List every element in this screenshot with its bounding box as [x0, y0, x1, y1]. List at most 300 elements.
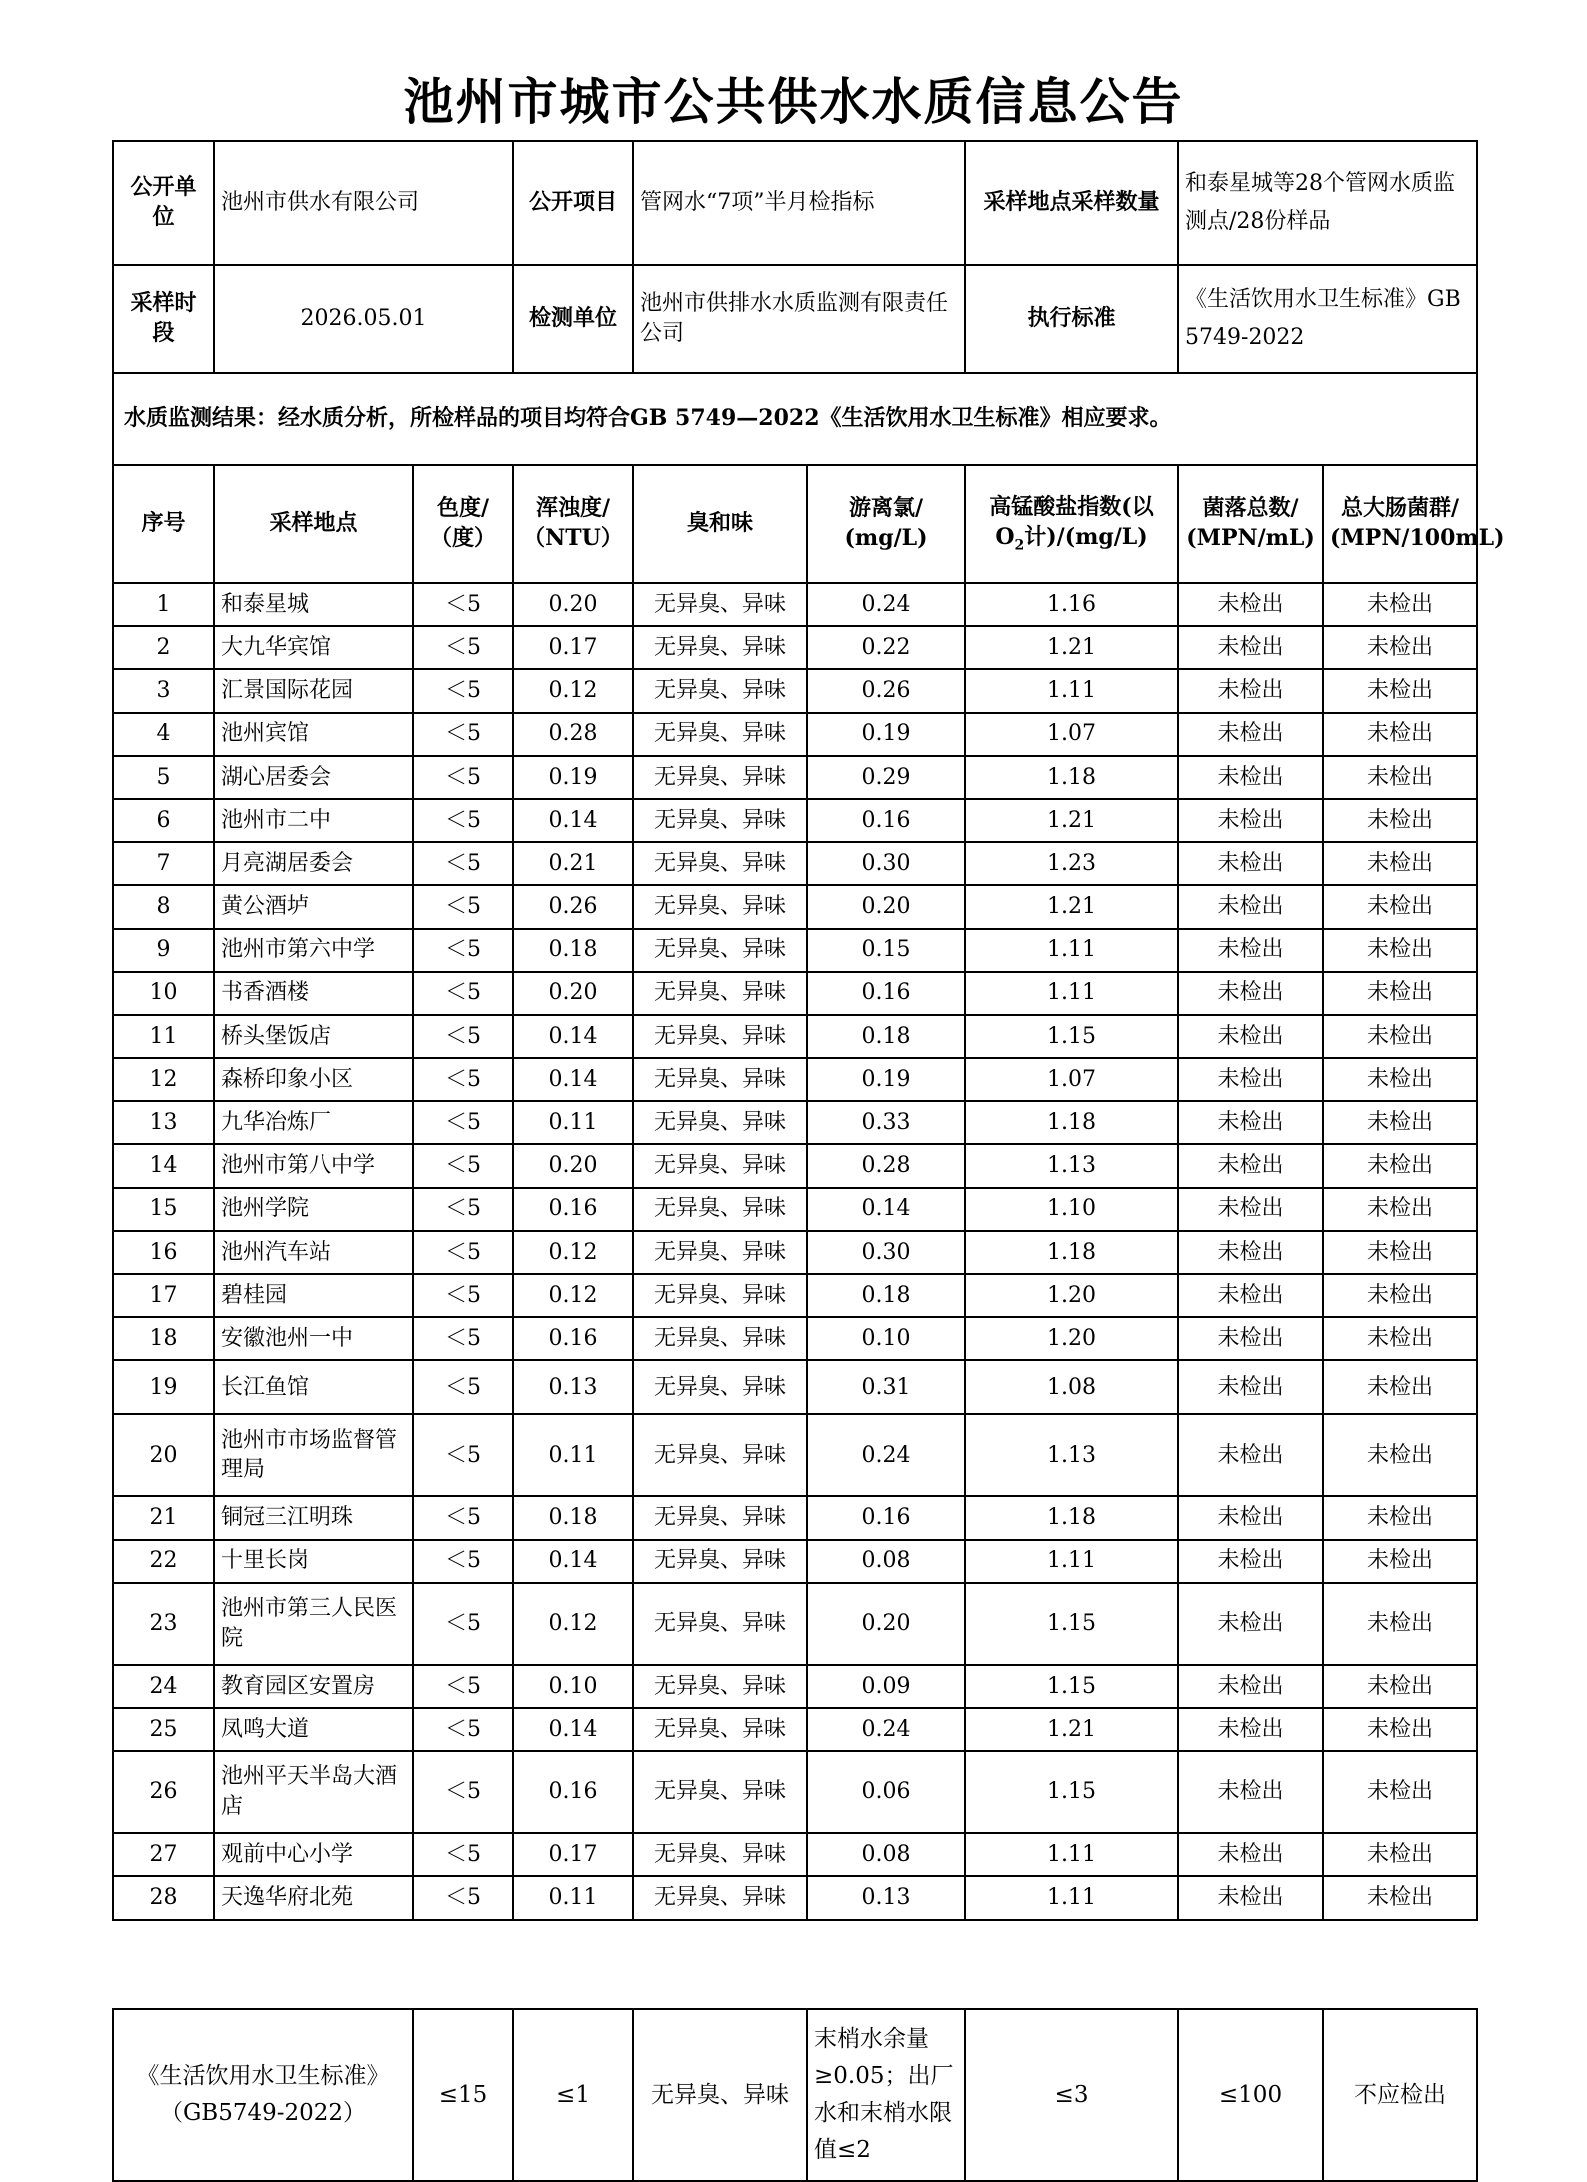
cell-turbidity: 0.16	[513, 1188, 633, 1231]
cell-kmno4: 1.18	[965, 1496, 1178, 1539]
cell-site: 九华冶炼厂	[214, 1101, 413, 1144]
cell-no: 12	[113, 1058, 214, 1101]
cell-turbidity: 0.20	[513, 583, 633, 626]
cell-color: ＜5	[413, 1144, 513, 1187]
cell-chlorine: 0.24	[807, 583, 965, 626]
cell-no: 4	[113, 713, 214, 756]
cell-coliform: 未检出	[1323, 626, 1477, 669]
col-header-chlorine: 游离氯/ (mg/L)	[807, 465, 965, 583]
cell-chlorine: 0.08	[807, 1833, 965, 1876]
cell-no: 21	[113, 1496, 214, 1539]
cell-kmno4: 1.08	[965, 1360, 1178, 1414]
cell-turbidity: 0.17	[513, 1833, 633, 1876]
cell-turbidity: 0.16	[513, 1317, 633, 1360]
cell-color: ＜5	[413, 1665, 513, 1708]
cell-no: 10	[113, 972, 214, 1015]
standard-label: 执行标准	[965, 265, 1178, 373]
cell-colony: 未检出	[1178, 1144, 1323, 1187]
cell-coliform: 未检出	[1323, 1540, 1477, 1583]
cell-color: ＜5	[413, 929, 513, 972]
col-header-coliform: 总大肠菌群/ (MPN/100mL)	[1323, 465, 1477, 583]
cell-site: 凤鸣大道	[214, 1708, 413, 1751]
cell-colony: 未检出	[1178, 1274, 1323, 1317]
publish-item-value: 管网水“7项”半月检指标	[633, 141, 965, 265]
cell-odor: 无异臭、异味	[633, 1414, 807, 1496]
cell-coliform: 未检出	[1323, 1708, 1477, 1751]
cell-kmno4: 1.20	[965, 1317, 1178, 1360]
cell-colony: 未检出	[1178, 1751, 1323, 1833]
cell-no: 26	[113, 1751, 214, 1833]
cell-no: 15	[113, 1188, 214, 1231]
cell-kmno4: 1.15	[965, 1583, 1178, 1665]
cell-color: ＜5	[413, 1876, 513, 1919]
cell-kmno4: 1.11	[965, 972, 1178, 1015]
cell-site: 池州宾馆	[214, 713, 413, 756]
cell-colony: 未检出	[1178, 1058, 1323, 1101]
cell-colony: 未检出	[1178, 1231, 1323, 1274]
cell-site: 池州市市场监督管理局	[214, 1414, 413, 1496]
cell-coliform: 未检出	[1323, 972, 1477, 1015]
cell-turbidity: 0.18	[513, 929, 633, 972]
table-row	[113, 1188, 1477, 1231]
cell-odor: 无异臭、异味	[633, 1274, 807, 1317]
cell-odor: 无异臭、异味	[633, 1231, 807, 1274]
cell-color: ＜5	[413, 842, 513, 885]
cell-site: 森桥印象小区	[214, 1058, 413, 1101]
table-row	[113, 1876, 1477, 1919]
cell-chlorine: 0.16	[807, 972, 965, 1015]
cell-turbidity: 0.13	[513, 1360, 633, 1414]
cell-color: ＜5	[413, 799, 513, 842]
cell-chlorine: 0.16	[807, 1496, 965, 1539]
cell-coliform: 未检出	[1323, 1414, 1477, 1496]
cell-kmno4: 1.18	[965, 756, 1178, 799]
cell-color: ＜5	[413, 1188, 513, 1231]
cell-turbidity: 0.14	[513, 799, 633, 842]
cell-color: ＜5	[413, 972, 513, 1015]
cell-chlorine: 0.26	[807, 669, 965, 712]
cell-coliform: 未检出	[1323, 669, 1477, 712]
cell-no: 5	[113, 756, 214, 799]
cell-color: ＜5	[413, 626, 513, 669]
cell-kmno4: 1.11	[965, 1833, 1178, 1876]
col-header-no: 序号	[113, 465, 214, 583]
col-header-colony: 菌落总数/ (MPN/mL)	[1178, 465, 1323, 583]
cell-color: ＜5	[413, 1708, 513, 1751]
column-header-row	[113, 465, 1477, 583]
cell-odor: 无异臭、异味	[633, 1665, 807, 1708]
sample-site-value: 和泰星城等28个管网水质监测点/28份样品	[1178, 141, 1477, 265]
cell-colony: 未检出	[1178, 885, 1323, 928]
cell-turbidity: 0.12	[513, 669, 633, 712]
cell-turbidity: 0.12	[513, 1583, 633, 1665]
cell-chlorine: 0.20	[807, 885, 965, 928]
col-header-turbidity: 浑浊度/ （NTU）	[513, 465, 633, 583]
table-row	[113, 713, 1477, 756]
cell-no: 8	[113, 885, 214, 928]
period-value: 2026.05.01	[214, 265, 513, 373]
cell-no: 11	[113, 1015, 214, 1058]
standard-value: 《生活饮用水卫生标准》GB 5749-2022	[1178, 265, 1477, 373]
cell-turbidity: 0.21	[513, 842, 633, 885]
cell-odor: 无异臭、异味	[633, 799, 807, 842]
col-header-kmno4: 高锰酸盐指数(以 $O_2$计)/(mg/L)	[965, 465, 1178, 583]
cell-kmno4: 1.21	[965, 626, 1178, 669]
cell-chlorine: 0.22	[807, 626, 965, 669]
cell-kmno4: 1.11	[965, 1876, 1178, 1919]
cell-coliform: 未检出	[1323, 1360, 1477, 1414]
cell-site: 黄公酒垆	[214, 885, 413, 928]
water-quality-table	[112, 140, 1505, 1921]
cell-kmno4: 1.11	[965, 669, 1178, 712]
table-row	[113, 583, 1477, 626]
standard-coliform: 不应检出	[1323, 2009, 1477, 2181]
standard-odor: 无异臭、异味	[633, 2009, 807, 2181]
cell-color: ＜5	[413, 1414, 513, 1496]
cell-chlorine: 0.30	[807, 842, 965, 885]
cell-odor: 无异臭、异味	[633, 1317, 807, 1360]
cell-color: ＜5	[413, 1360, 513, 1414]
col-header-odor: 臭和味	[633, 465, 807, 583]
cell-no: 14	[113, 1144, 214, 1187]
cell-site: 长江鱼馆	[214, 1360, 413, 1414]
table-row	[113, 1360, 1477, 1414]
standard-name: 《生活饮用水卫生标准》 （GB5749-2022）	[113, 2009, 413, 2181]
cell-no: 19	[113, 1360, 214, 1414]
cell-turbidity: 0.12	[513, 1231, 633, 1274]
cell-coliform: 未检出	[1323, 885, 1477, 928]
table-row	[113, 1101, 1477, 1144]
cell-site: 池州学院	[214, 1188, 413, 1231]
cell-site: 观前中心小学	[214, 1833, 413, 1876]
cell-color: ＜5	[413, 1496, 513, 1539]
cell-site: 湖心居委会	[214, 756, 413, 799]
cell-chlorine: 0.19	[807, 1058, 965, 1101]
cell-site: 池州市第三人民医院	[214, 1583, 413, 1665]
cell-no: 13	[113, 1101, 214, 1144]
table-row	[113, 756, 1477, 799]
table-row	[113, 972, 1477, 1015]
cell-colony: 未检出	[1178, 669, 1323, 712]
cell-odor: 无异臭、异味	[633, 1583, 807, 1665]
standard-chlorine: 末梢水余量≥0.05；出厂水和末梢水限值≤2	[807, 2009, 965, 2181]
cell-chlorine: 0.18	[807, 1015, 965, 1058]
cell-turbidity: 0.18	[513, 1496, 633, 1539]
period-label: 采样时段	[113, 265, 214, 373]
cell-color: ＜5	[413, 1317, 513, 1360]
cell-color: ＜5	[413, 583, 513, 626]
cell-site: 教育园区安置房	[214, 1665, 413, 1708]
cell-site: 月亮湖居委会	[214, 842, 413, 885]
cell-colony: 未检出	[1178, 1876, 1323, 1919]
cell-odor: 无异臭、异味	[633, 626, 807, 669]
cell-chlorine: 0.18	[807, 1274, 965, 1317]
cell-kmno4: 1.15	[965, 1751, 1178, 1833]
cell-color: ＜5	[413, 669, 513, 712]
cell-coliform: 未检出	[1323, 1876, 1477, 1919]
cell-site: 桥头堡饭店	[214, 1015, 413, 1058]
cell-colony: 未检出	[1178, 1665, 1323, 1708]
cell-odor: 无异臭、异味	[633, 1058, 807, 1101]
cell-site: 书香酒楼	[214, 972, 413, 1015]
cell-colony: 未检出	[1178, 842, 1323, 885]
standard-color: ≤15	[413, 2009, 513, 2181]
cell-kmno4: 1.10	[965, 1188, 1178, 1231]
monitoring-result: 水质监测结果：经水质分析，所检样品的项目均符合GB 5749—2022《生活饮用水卫生标准》相应要求。	[113, 373, 1477, 465]
cell-coliform: 未检出	[1323, 799, 1477, 842]
cell-colony: 未检出	[1178, 1101, 1323, 1144]
cell-colony: 未检出	[1178, 1833, 1323, 1876]
cell-no: 7	[113, 842, 214, 885]
cell-turbidity: 0.14	[513, 1015, 633, 1058]
cell-odor: 无异臭、异味	[633, 929, 807, 972]
cell-chlorine: 0.33	[807, 1101, 965, 1144]
cell-colony: 未检出	[1178, 583, 1323, 626]
cell-kmno4: 1.23	[965, 842, 1178, 885]
table-row	[113, 1583, 1477, 1665]
standard-colony: ≤100	[1178, 2009, 1323, 2181]
cell-no: 3	[113, 669, 214, 712]
result-row	[113, 373, 1477, 465]
table-row	[113, 799, 1477, 842]
table-row	[113, 1665, 1477, 1708]
table-row	[113, 626, 1477, 669]
cell-chlorine: 0.15	[807, 929, 965, 972]
cell-coliform: 未检出	[1323, 583, 1477, 626]
cell-odor: 无异臭、异味	[633, 1496, 807, 1539]
cell-no: 17	[113, 1274, 214, 1317]
table-row	[113, 1540, 1477, 1583]
standard-turbidity: ≤1	[513, 2009, 633, 2181]
cell-site: 十里长岗	[214, 1540, 413, 1583]
table-row	[113, 1708, 1477, 1751]
cell-kmno4: 1.07	[965, 713, 1178, 756]
cell-turbidity: 0.20	[513, 1144, 633, 1187]
cell-colony: 未检出	[1178, 929, 1323, 972]
cell-no: 27	[113, 1833, 214, 1876]
cell-no: 22	[113, 1540, 214, 1583]
publish-item-label: 公开项目	[513, 141, 633, 265]
cell-chlorine: 0.06	[807, 1751, 965, 1833]
cell-no: 25	[113, 1708, 214, 1751]
cell-coliform: 未检出	[1323, 1751, 1477, 1833]
cell-colony: 未检出	[1178, 1188, 1323, 1231]
cell-chlorine: 0.09	[807, 1665, 965, 1708]
cell-color: ＜5	[413, 1015, 513, 1058]
cell-odor: 无异臭、异味	[633, 1708, 807, 1751]
cell-no: 9	[113, 929, 214, 972]
cell-site: 碧桂园	[214, 1274, 413, 1317]
cell-turbidity: 0.14	[513, 1058, 633, 1101]
cell-odor: 无异臭、异味	[633, 1188, 807, 1231]
cell-turbidity: 0.10	[513, 1665, 633, 1708]
cell-colony: 未检出	[1178, 713, 1323, 756]
cell-color: ＜5	[413, 1058, 513, 1101]
cell-kmno4: 1.20	[965, 1274, 1178, 1317]
cell-colony: 未检出	[1178, 1360, 1323, 1414]
cell-colony: 未检出	[1178, 799, 1323, 842]
cell-kmno4: 1.15	[965, 1665, 1178, 1708]
cell-site: 天逸华府北苑	[214, 1876, 413, 1919]
cell-coliform: 未检出	[1323, 842, 1477, 885]
cell-site: 安徽池州一中	[214, 1317, 413, 1360]
cell-coliform: 未检出	[1323, 1188, 1477, 1231]
cell-odor: 无异臭、异味	[633, 1833, 807, 1876]
test-unit-label: 检测单位	[513, 265, 633, 373]
cell-kmno4: 1.16	[965, 583, 1178, 626]
cell-site: 池州平天半岛大酒店	[214, 1751, 413, 1833]
cell-coliform: 未检出	[1323, 1665, 1477, 1708]
cell-chlorine: 0.10	[807, 1317, 965, 1360]
table-row	[113, 1144, 1477, 1187]
data-rows	[113, 583, 1477, 1920]
cell-color: ＜5	[413, 1833, 513, 1876]
cell-colony: 未检出	[1178, 626, 1323, 669]
cell-odor: 无异臭、异味	[633, 972, 807, 1015]
cell-coliform: 未检出	[1323, 1496, 1477, 1539]
cell-color: ＜5	[413, 885, 513, 928]
table-row	[113, 842, 1477, 885]
cell-colony: 未检出	[1178, 756, 1323, 799]
cell-colony: 未检出	[1178, 1708, 1323, 1751]
cell-odor: 无异臭、异味	[633, 713, 807, 756]
cell-chlorine: 0.13	[807, 1876, 965, 1919]
table-row	[113, 669, 1477, 712]
cell-no: 2	[113, 626, 214, 669]
cell-turbidity: 0.11	[513, 1414, 633, 1496]
cell-odor: 无异臭、异味	[633, 1751, 807, 1833]
cell-coliform: 未检出	[1323, 756, 1477, 799]
cell-coliform: 未检出	[1323, 1144, 1477, 1187]
info-row-2	[113, 265, 1477, 373]
cell-odor: 无异臭、异味	[633, 1540, 807, 1583]
table-row	[113, 1231, 1477, 1274]
cell-chlorine: 0.20	[807, 1583, 965, 1665]
cell-kmno4: 1.11	[965, 1540, 1178, 1583]
cell-turbidity: 0.28	[513, 713, 633, 756]
cell-kmno4: 1.07	[965, 1058, 1178, 1101]
cell-odor: 无异臭、异味	[633, 1360, 807, 1414]
cell-site: 池州市第八中学	[214, 1144, 413, 1187]
table-row	[113, 1496, 1477, 1539]
cell-coliform: 未检出	[1323, 1101, 1477, 1144]
cell-kmno4: 1.18	[965, 1101, 1178, 1144]
standard-table	[112, 2008, 1478, 2182]
cell-odor: 无异臭、异味	[633, 1876, 807, 1919]
info-row-1	[113, 141, 1477, 265]
cell-kmno4: 1.21	[965, 1708, 1178, 1751]
cell-chlorine: 0.14	[807, 1188, 965, 1231]
cell-site: 和泰星城	[214, 583, 413, 626]
cell-no: 28	[113, 1876, 214, 1919]
table-row	[113, 1015, 1477, 1058]
cell-turbidity: 0.14	[513, 1708, 633, 1751]
standard-row	[113, 2009, 1477, 2181]
cell-kmno4: 1.15	[965, 1015, 1178, 1058]
cell-turbidity: 0.19	[513, 756, 633, 799]
cell-coliform: 未检出	[1323, 1274, 1477, 1317]
cell-site: 池州市第六中学	[214, 929, 413, 972]
cell-color: ＜5	[413, 1274, 513, 1317]
cell-coliform: 未检出	[1323, 1317, 1477, 1360]
publish-unit-value: 池州市供水有限公司	[214, 141, 513, 265]
cell-odor: 无异臭、异味	[633, 885, 807, 928]
cell-odor: 无异臭、异味	[633, 1015, 807, 1058]
cell-kmno4: 1.21	[965, 799, 1178, 842]
cell-colony: 未检出	[1178, 1583, 1323, 1665]
cell-colony: 未检出	[1178, 1414, 1323, 1496]
cell-turbidity: 0.17	[513, 626, 633, 669]
cell-no: 23	[113, 1583, 214, 1665]
cell-site: 汇景国际花园	[214, 669, 413, 712]
cell-no: 1	[113, 583, 214, 626]
table-row	[113, 1274, 1477, 1317]
cell-coliform: 未检出	[1323, 1231, 1477, 1274]
publish-unit-label: 公开单位	[113, 141, 214, 265]
col-header-site: 采样地点	[214, 465, 413, 583]
cell-site: 池州汽车站	[214, 1231, 413, 1274]
cell-chlorine: 0.29	[807, 756, 965, 799]
cell-kmno4: 1.13	[965, 1144, 1178, 1187]
cell-coliform: 未检出	[1323, 1015, 1477, 1058]
cell-odor: 无异臭、异味	[633, 842, 807, 885]
cell-coliform: 未检出	[1323, 1583, 1477, 1665]
cell-site: 池州市二中	[214, 799, 413, 842]
cell-coliform: 未检出	[1323, 713, 1477, 756]
cell-kmno4: 1.21	[965, 885, 1178, 928]
cell-coliform: 未检出	[1323, 1058, 1477, 1101]
standard-kmno4: ≤3	[965, 2009, 1178, 2181]
cell-turbidity: 0.12	[513, 1274, 633, 1317]
cell-chlorine: 0.31	[807, 1360, 965, 1414]
cell-site: 大九华宾馆	[214, 626, 413, 669]
table-row	[113, 1058, 1477, 1101]
table-row	[113, 929, 1477, 972]
cell-chlorine: 0.24	[807, 1708, 965, 1751]
cell-coliform: 未检出	[1323, 1833, 1477, 1876]
page-title: 池州市城市公共供水水质信息公告	[403, 72, 1184, 131]
cell-turbidity: 0.11	[513, 1876, 633, 1919]
test-unit-value: 池州市供排水水质监测有限责任公司	[633, 265, 965, 373]
cell-color: ＜5	[413, 1231, 513, 1274]
col-header-color: 色度/ （度）	[413, 465, 513, 583]
cell-chlorine: 0.28	[807, 1144, 965, 1187]
cell-color: ＜5	[413, 1540, 513, 1583]
table-row	[113, 885, 1477, 928]
cell-color: ＜5	[413, 1583, 513, 1665]
table-row	[113, 1414, 1477, 1496]
cell-odor: 无异臭、异味	[633, 583, 807, 626]
cell-chlorine: 0.16	[807, 799, 965, 842]
cell-color: ＜5	[413, 1101, 513, 1144]
cell-no: 18	[113, 1317, 214, 1360]
cell-odor: 无异臭、异味	[633, 1101, 807, 1144]
cell-colony: 未检出	[1178, 1317, 1323, 1360]
cell-chlorine: 0.24	[807, 1414, 965, 1496]
cell-turbidity: 0.20	[513, 972, 633, 1015]
cell-kmno4: 1.13	[965, 1414, 1178, 1496]
cell-odor: 无异臭、异味	[633, 669, 807, 712]
cell-turbidity: 0.11	[513, 1101, 633, 1144]
cell-colony: 未检出	[1178, 1496, 1323, 1539]
cell-turbidity: 0.16	[513, 1751, 633, 1833]
cell-color: ＜5	[413, 756, 513, 799]
table-row	[113, 1317, 1477, 1360]
cell-no: 16	[113, 1231, 214, 1274]
cell-kmno4: 1.11	[965, 929, 1178, 972]
cell-colony: 未检出	[1178, 972, 1323, 1015]
cell-turbidity: 0.26	[513, 885, 633, 928]
